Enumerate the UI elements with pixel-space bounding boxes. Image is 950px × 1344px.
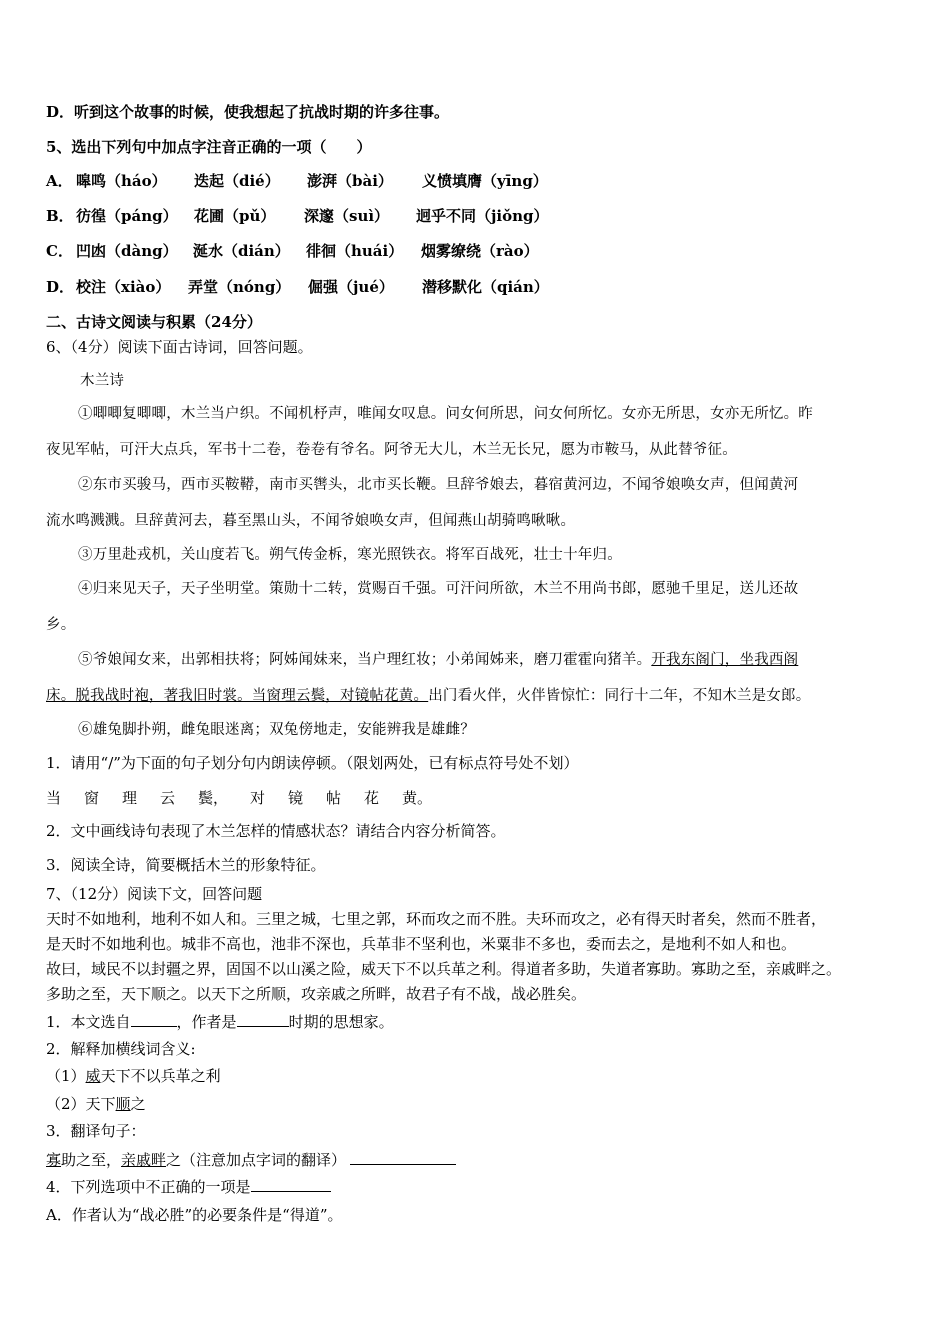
poem-stanza-2-cont: 流水鸣溅溅。旦辞黄河去，暮至黑山头，不闻爷娘唤女声，但闻燕山胡骑鸣啾啾。 (46, 513, 576, 529)
poem-stanza-1-cont: 夜见军帖，可汗大点兵，军书十二卷，卷卷有爷名。阿爷无大儿，木兰无长兄，愿为市鞍马，从此替爷征。 (46, 442, 737, 458)
poem-stanza-5-cont (46, 686, 810, 706)
q5-option-a (46, 171, 548, 191)
poem-stanza-2: ②东市买骏马，西市买鞍鞯，南市买辔头，北市买长鞭。旦辞爷娘去，暮宿黄河边，不闻爷娘唤女声，但闻黄河 (78, 477, 799, 493)
item-text: （2）天下 (46, 1095, 116, 1113)
q7-passage-line: 多助之至，天下顺之。以天下之所顺，攻亲戚之所畔，故君子有不战，战必胜矣。 (46, 985, 587, 1003)
option-item: 涎水（dián） (193, 242, 290, 260)
char: 对 (250, 789, 266, 807)
item-text: （1） (46, 1067, 86, 1085)
answer-blank[interactable] (251, 1176, 331, 1192)
sub-1-text: 1．本文选自 (46, 1013, 131, 1031)
q7-sub-4 (46, 1176, 331, 1197)
q5-option-c (46, 241, 539, 261)
item-text: 天下不以兵革之利 (100, 1067, 221, 1085)
poem-stanza-5 (78, 650, 798, 670)
option-item: 澎湃（bài） (307, 172, 393, 190)
option-label: A． (46, 172, 73, 190)
option-item: 徘徊（huái） (306, 242, 404, 260)
underlined-word: 顺 (115, 1095, 131, 1113)
sub-1-text: ，作者是 (176, 1013, 237, 1031)
option-item: 烟雾缭绕（rào） (421, 242, 539, 260)
char: 帖 (326, 789, 342, 807)
q7-sub-3-sentence (46, 1149, 456, 1170)
q7-sub-3: 3．翻译句子： (46, 1122, 146, 1140)
char: 镜 (288, 789, 304, 807)
q7-sub-4-option-a: A．作者认为“战必胜”的必要条件是“得道”。 (46, 1206, 343, 1224)
option-label: C． (46, 242, 73, 260)
poem-stanza-4: ④归来见天子，天子坐明堂。策勋十二转，赏赐百千强。可汗问所欲，木兰不用尚书郎，愿驰千里足，送儿还故 (78, 581, 799, 597)
q7-sub-1 (46, 1011, 394, 1032)
stanza-5-text: 出门看火伴，火伴皆惊忙：同行十二年，不知木兰是女郎。 (428, 688, 811, 704)
q5-option-b (46, 206, 549, 226)
q5-stem: 5、选出下列句中加点字注音正确的一项（ ） (46, 138, 372, 156)
option-item: 弄堂（nóng） (188, 278, 291, 296)
option-item: 深邃（suì） (304, 207, 390, 225)
poem-stanza-6: ⑥雄兔脚扑朔，雌兔眼迷离；双兔傍地走，安能辨我是雄雌？ (78, 722, 475, 738)
answer-blank[interactable] (131, 1011, 177, 1027)
q5-option-d (46, 277, 549, 297)
q7-passage-line: 故曰，域民不以封疆之界，固国不以山溪之险，威天下不以兵革之利。得道者多助，失道者寡助。寡助之至，亲戚畔之。 (46, 960, 842, 978)
stanza-5-text: ⑤爷娘闻女来，出郭相扶将；阿姊闻妹来，当户理红妆；小弟闻姊来，磨刀霍霍向猪羊。 (78, 652, 652, 668)
underlined-word: 寡 (46, 1151, 62, 1169)
poem-stanza-3: ③万里赴戎机，关山度若飞。朔气传金柝，寒光照铁衣。将军百战死，壮士十年归。 (78, 547, 622, 563)
char: 云 (160, 789, 176, 807)
option-item: 倔强（jué） (308, 278, 394, 296)
char: 窗 (84, 789, 100, 807)
option-item: 凹凼（dàng） (76, 242, 178, 260)
q6-sub-3: 3．阅读全诗，简要概括木兰的形象特征。 (46, 856, 326, 874)
option-label: B． (46, 207, 74, 225)
q7-passage-line: 是天时不如地利也。城非不高也，池非不深也，兵革非不坚利也，米粟非不多也，委而去之，是地利不如人和也。 (46, 935, 797, 953)
option-item: 义愤填膺（yīng） (422, 172, 548, 190)
q6-stem: 6、（4分）阅读下面古诗词，回答问题。 (46, 338, 313, 356)
underlined-word: 亲戚畔 (121, 1151, 167, 1169)
section-2-title: 二、古诗文阅读与积累（24分） (46, 313, 262, 331)
char: 黄。 (402, 789, 433, 807)
underlined-verse: 床。脱我战时袍，著我旧时裳。当窗理云鬓，对镜帖花黄。 (46, 688, 429, 704)
poem-stanza-4-cont: 乡。 (46, 617, 76, 633)
underlined-word: 威 (85, 1067, 101, 1085)
q7-sub-2: 2．解释加横线词含义: (46, 1040, 196, 1058)
q6-sub-1-sentence (46, 788, 440, 808)
q6-sub-1: 1．请用“/”为下面的句子划分句内朗读停顿。（限划两处，已有标点符号处不划） (46, 754, 579, 772)
char: 理 (122, 789, 138, 807)
item-text: 之 (130, 1095, 146, 1113)
underlined-verse: 开我东阁门，坐我西阁 (651, 652, 799, 668)
q7-sub-2-item-1 (46, 1066, 221, 1086)
q7-stem: 7、（12分）阅读下文，回答问题 (46, 885, 263, 903)
char: 鬓， (198, 789, 229, 807)
sub-4-text: 4．下列选项中不正确的一项是 (46, 1178, 251, 1196)
sentence-text: 之（注意加点字词的翻译） (166, 1151, 347, 1169)
answer-blank[interactable] (350, 1149, 456, 1165)
option-item: 迥乎不同（jiǒng） (416, 207, 549, 225)
option-item: 彷徨（páng） (76, 207, 178, 225)
option-item: 嗥鸣（háo） (76, 172, 167, 190)
poem-title: 木兰诗 (80, 373, 125, 389)
q7-passage-line: 天时不如地利，地利不如人和。三里之城，七里之郭，环而攻之而不胜。夫环而攻之，必有得天时者矣，然而不胜者， (46, 910, 827, 928)
answer-blank[interactable] (237, 1011, 289, 1027)
option-item: 校注（xiào） (76, 278, 171, 296)
option-label: D． (46, 278, 75, 296)
option-item: 花圃（pǔ） (194, 207, 276, 225)
option-item: 迭起（dié） (194, 172, 280, 190)
sentence-text: 助之至， (61, 1151, 122, 1169)
option-item: 潜移默化（qián） (422, 278, 549, 296)
q7-sub-2-item-2 (46, 1094, 146, 1114)
q6-sub-2: 2．文中画线诗句表现了木兰怎样的情感状态？请结合内容分析简答。 (46, 822, 506, 840)
q4-option-d: D．听到这个故事的时候，使我想起了抗战时期的许多往事。 (46, 103, 450, 121)
char: 花 (364, 789, 380, 807)
char: 当 (46, 789, 62, 807)
poem-stanza-1: ①唧唧复唧唧，木兰当户织。不闻机杼声，唯闻女叹息。问女何所思，问女何所忆。女亦无所思，女亦无所忆。昨 (78, 406, 813, 422)
sub-1-text: 时期的思想家。 (288, 1013, 394, 1031)
